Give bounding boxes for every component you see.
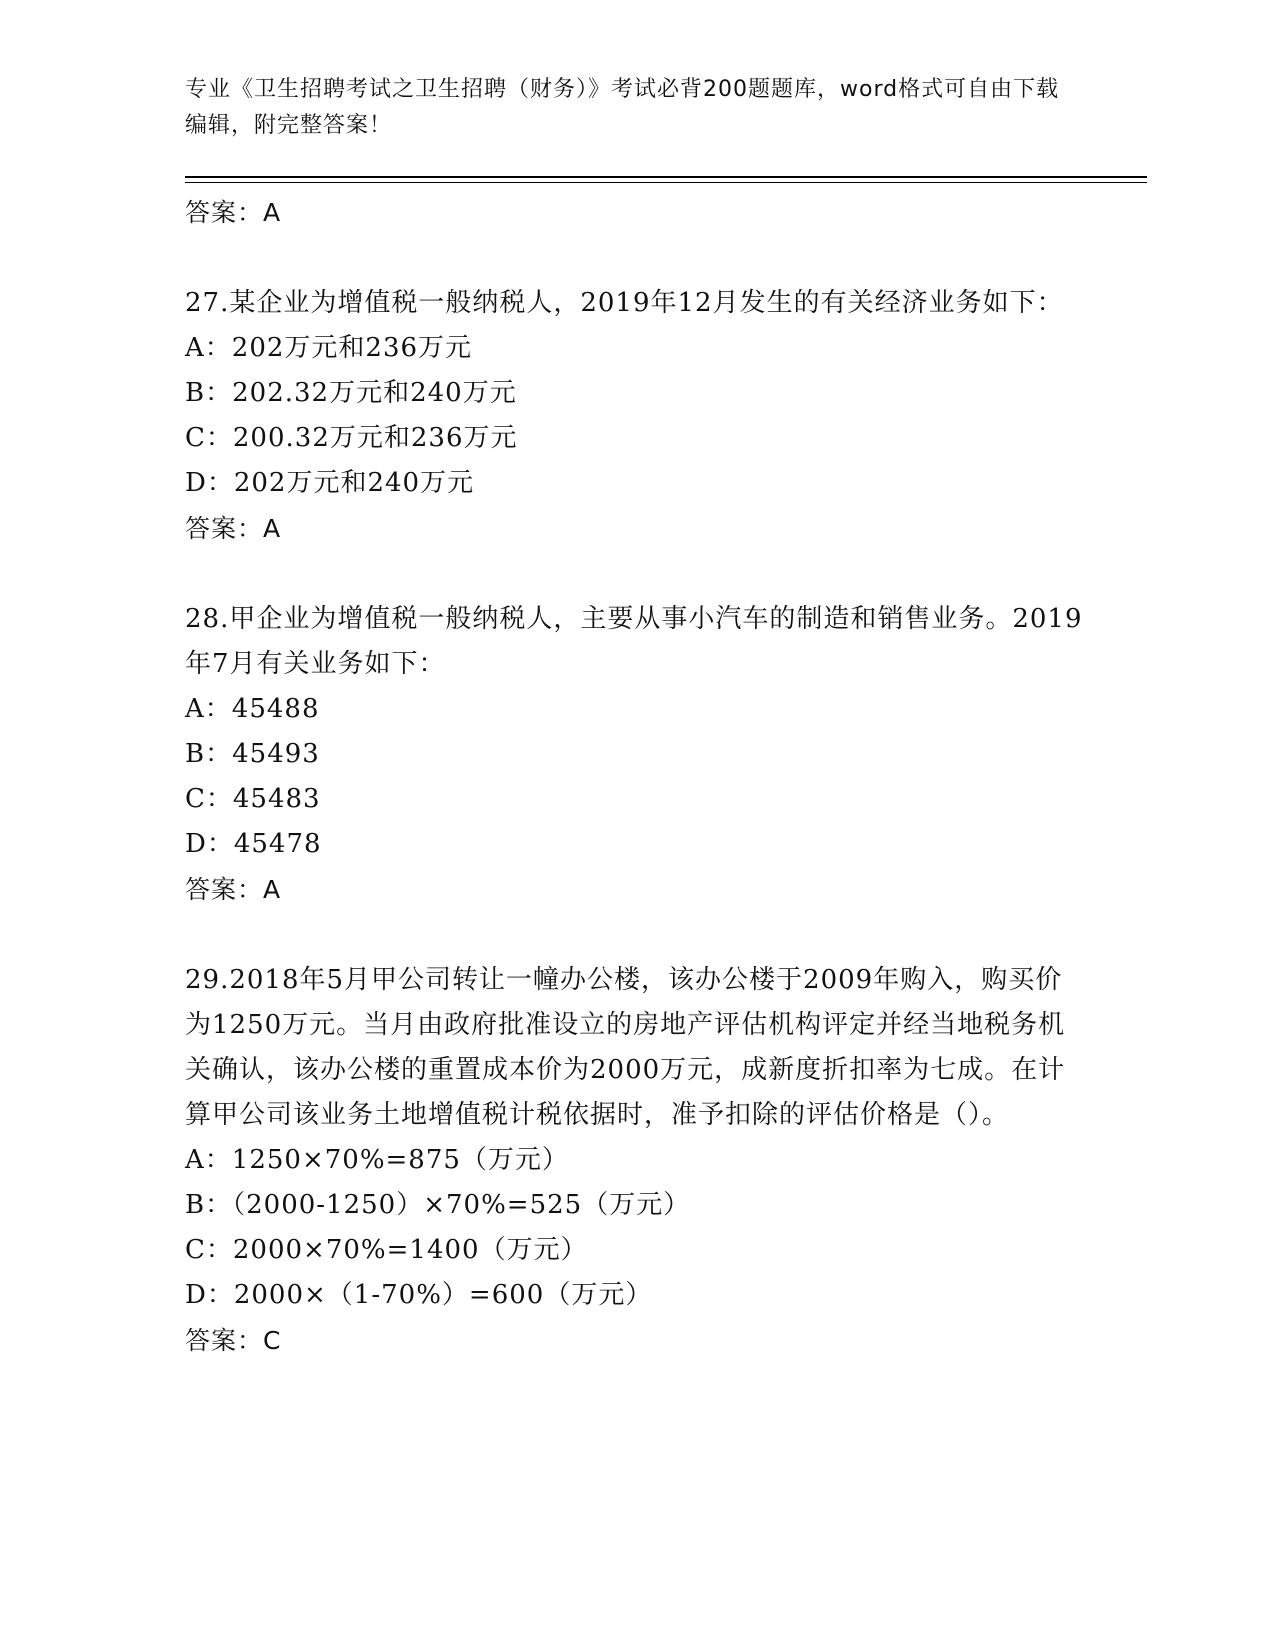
option-a: A：202万元和236万元 [185,333,473,363]
option-c: C：2000×70%=1400（万元） [185,1235,588,1265]
question-stem: 27.某企业为增值税一般纳税人，2019年12月发生的有关经济业务如下： [185,288,1064,318]
answer-line [185,1318,1085,1363]
option-d: D：45478 [185,829,322,859]
option-d: D：202万元和240万元 [185,468,475,498]
answer-line [185,506,1085,551]
answer-line [185,867,1085,912]
option-b: B：45493 [185,739,320,769]
answer-label: 答案： [185,198,264,227]
answer-label: 答案： [185,1326,264,1355]
answer-value: A [263,198,282,227]
question-stem: 29.2018年5月甲公司转让一幢办公楼，该办公楼于2009年购入，购买价为1250万元。当月由政府批准设立的房地产评估机构评定并经当地税务机关确认，该办公楼的重置成本价为2000万元，成新度折扣率为七成。在计算甲公司该业务土地增值税计税依据时，准予扣除的评估价格是（）。 [185,965,1066,1130]
option-d: D：2000×（1-70%）=600（万元） [185,1280,653,1310]
option-c: C：45483 [185,784,321,814]
question-29 [185,958,1085,1363]
header-divider-thick [185,176,1147,178]
question-stem: 28.甲企业为增值税一般纳税人，主要从事小汽车的制造和销售业务。2019年7月有关业务如下： [185,604,1083,679]
answer-line [185,190,1085,235]
answer-label: 答案： [185,875,264,904]
option-c: C：200.32万元和236万元 [185,423,518,453]
answer-value: A [263,875,282,904]
answer-value: A [263,514,282,543]
option-a: A：1250×70%=875（万元） [185,1145,569,1175]
answer-label: 答案： [185,514,264,543]
option-b: B：202.32万元和240万元 [185,378,517,408]
page-header: 专业《卫生招聘考试之卫生招聘（财务）》考试必背200题题库，word格式可自由下载编辑，附完整答案！ [185,77,1060,138]
question-27 [185,281,1085,551]
question-list [185,190,1085,1363]
question-28 [185,597,1085,912]
option-b: B：（2000-1250）×70%=525（万元） [185,1190,691,1220]
answer-value: C [263,1326,282,1355]
header-divider-thin [185,182,1147,183]
option-a: A：45488 [185,694,320,724]
